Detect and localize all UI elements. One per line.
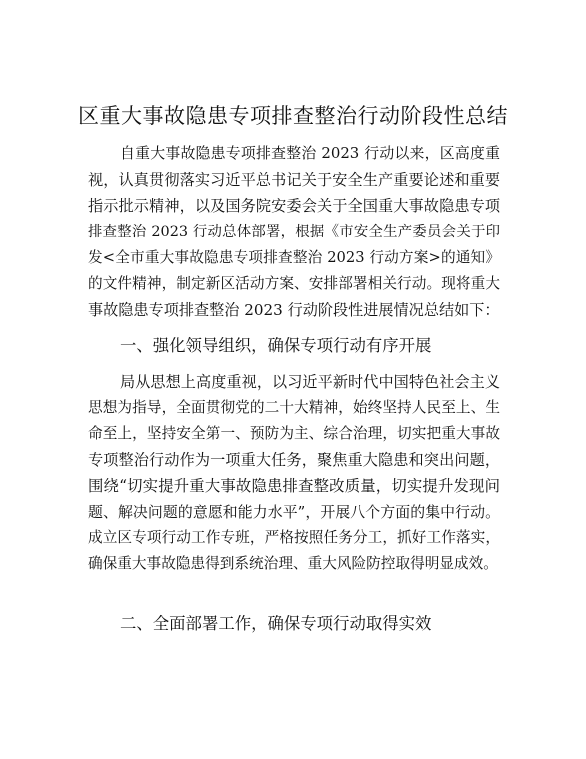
section1-paragraph-line: 成立区专项行动工作专班，严格按照任务分工，抓好工作落实， <box>88 529 500 546</box>
intro-paragraph-line: 指示批示精神，以及国务院安委会关于全国重大事故隐患专项 <box>88 197 500 215</box>
section1-paragraph-line: 局从思想上高度重视，以习近平新时代中国特色社会主义 <box>120 373 500 391</box>
section-heading-1: 一、强化领导组织，确保专项行动有序开展 <box>120 336 432 355</box>
section1-paragraph-line: 思想为指导，全面贯彻党的二十大精神，始终坚持人民至上、生 <box>88 399 500 416</box>
section1-paragraph-line: 围绕“切实提升重大事故隐患排查整改质量，切实提升发现问 <box>88 477 500 495</box>
intro-paragraph-line: 的文件精神，制定新区活动方案、安排部署相关行动。现将重大 <box>88 275 500 292</box>
section-heading-2: 二、全面部署工作，确保专项行动取得实效 <box>120 614 432 633</box>
section1-paragraph-line: 专项整治行动作为一项重大任务，聚焦重大隐患和突出问题， <box>88 451 500 469</box>
document-title: 区重大事故隐患专项排查整治行动阶段性总结 <box>78 104 508 128</box>
section1-paragraph-line: 确保重大事故隐患得到系统治理、重大风险防控取得明显成效。 <box>88 555 498 572</box>
intro-paragraph-line: 排查整治 2023 行动总体部署，根据《市安全生产委员会关于印 <box>88 224 500 240</box>
intro-paragraph-line: 发<全市重大事故隐患专项排查整治 2023 行动方案>的通知》 <box>88 249 500 266</box>
section1-paragraph-line: 命至上，坚持安全第一、预防为主、综合治理，切实把重大事故 <box>88 425 500 442</box>
section1-paragraph-line: 题、解决问题的意愿和能力水平”，开展八个方面的集中行动。 <box>88 503 500 521</box>
intro-paragraph-line: 事故隐患专项排查整治 2023 行动阶段性进展情况总结如下： <box>88 301 500 319</box>
intro-paragraph-line: 自重大事故隐患专项排查整治 2023 行动以来，区高度重 <box>120 144 500 162</box>
intro-paragraph-line: 视，认真贯彻落实习近平总书记关于安全生产重要论述和重要 <box>88 171 500 189</box>
